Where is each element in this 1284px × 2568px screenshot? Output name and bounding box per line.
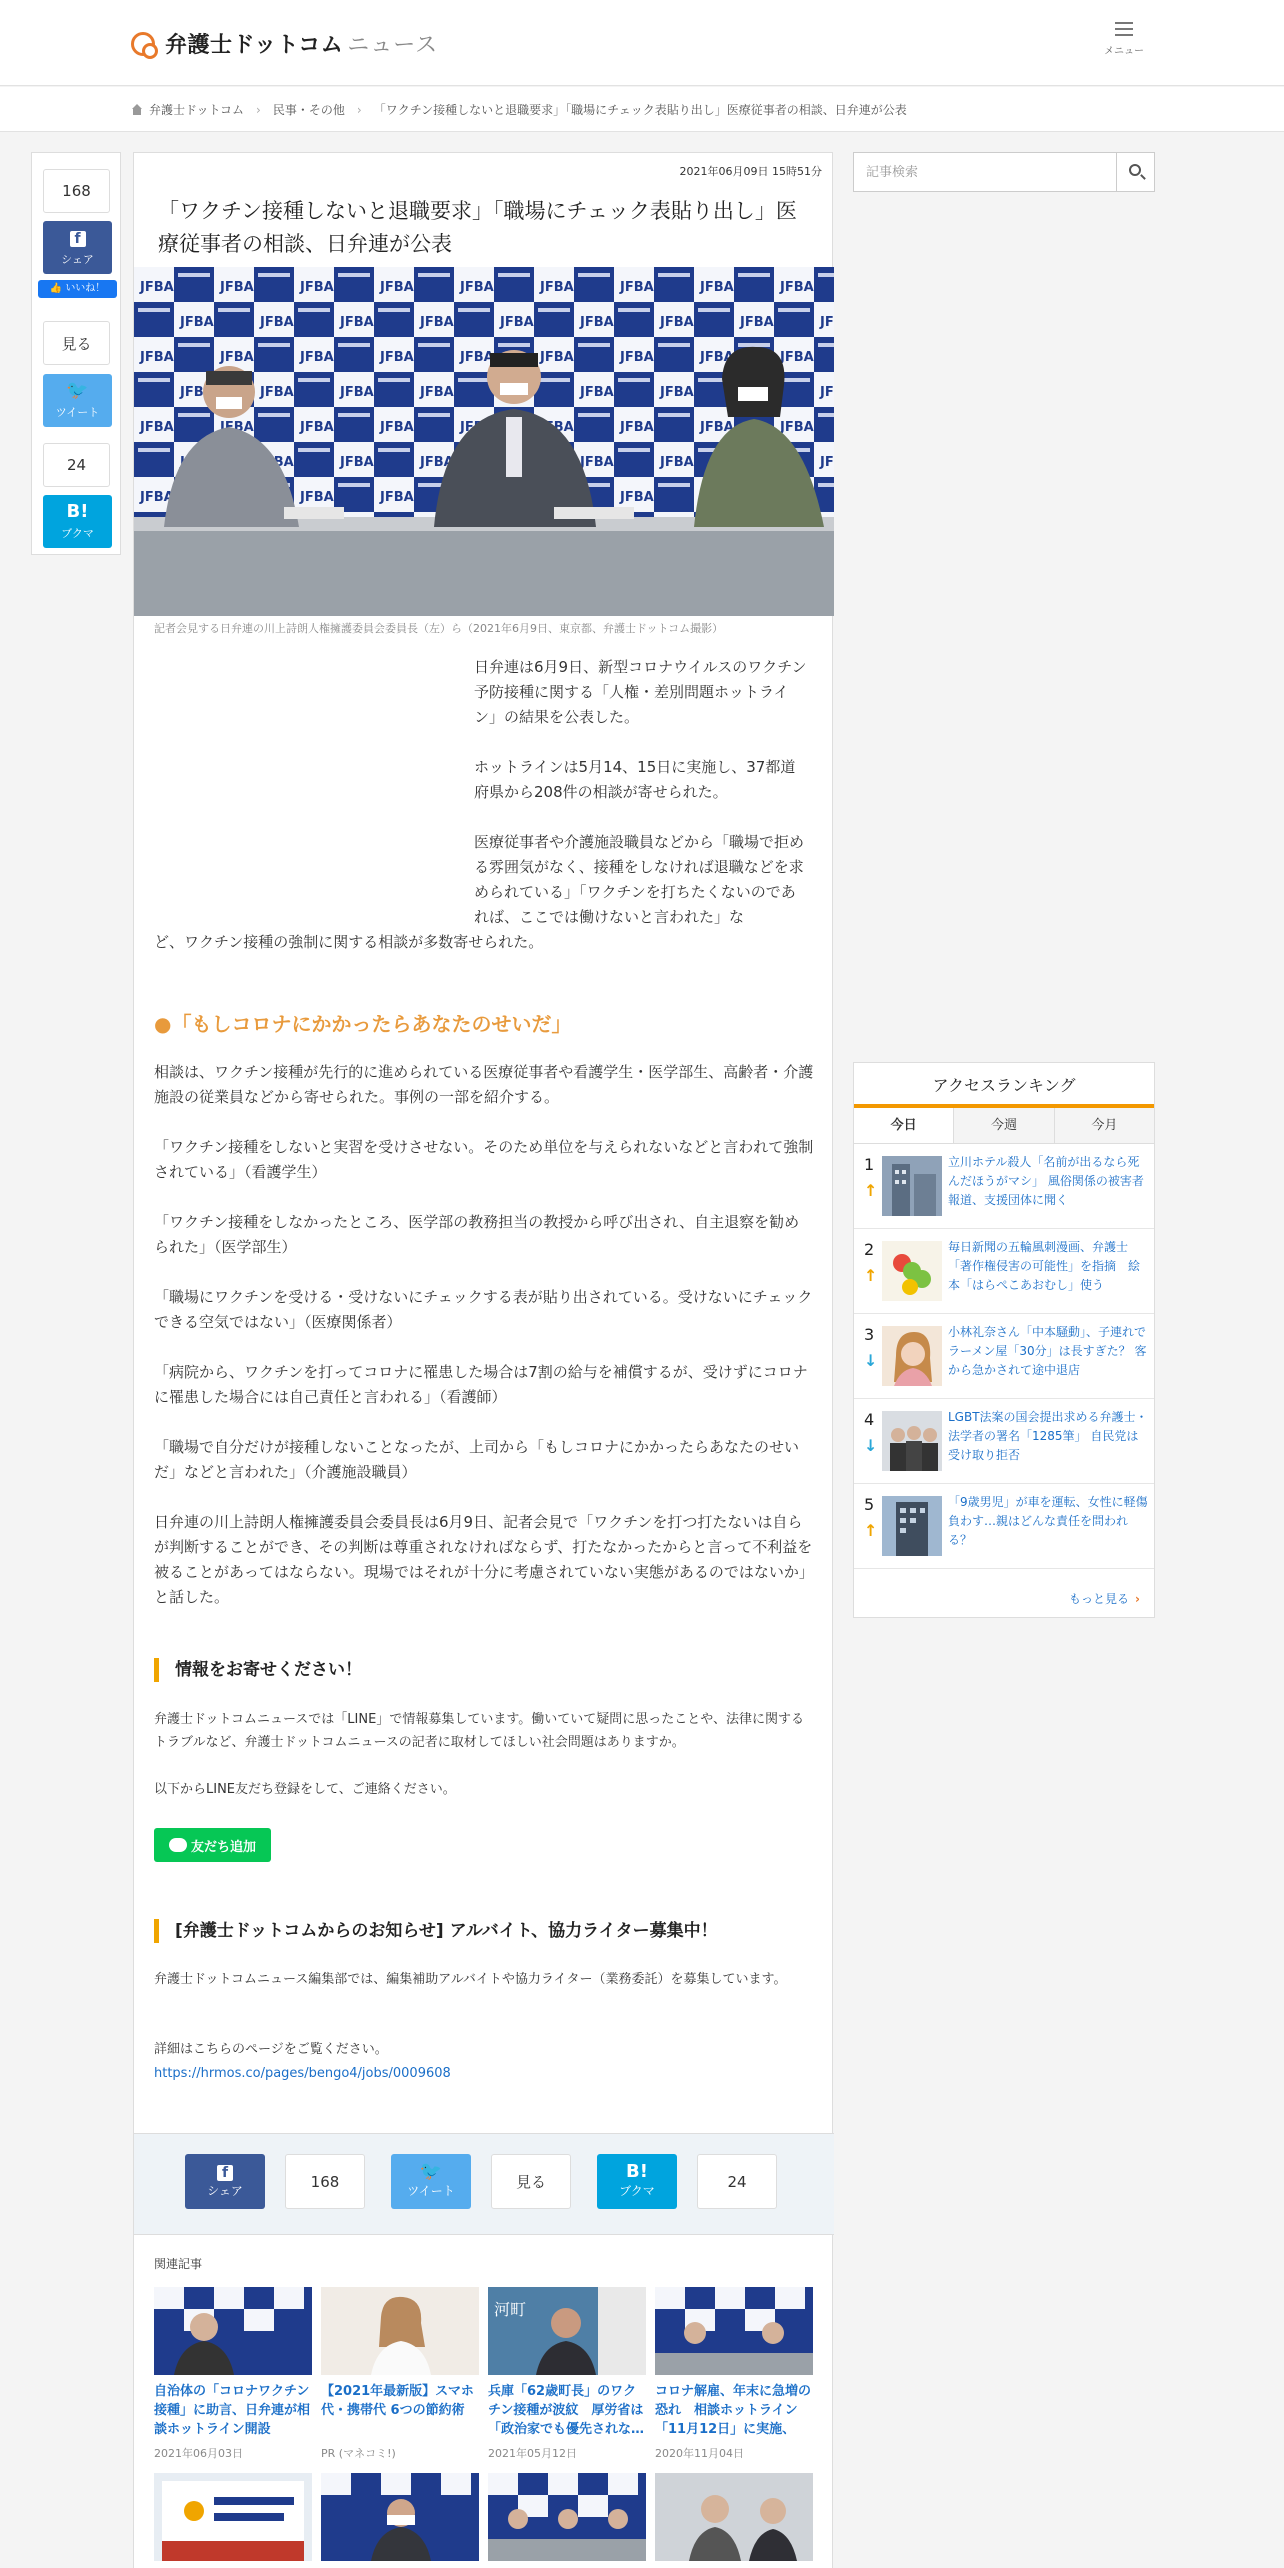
quote-paragraph: 「病院から、ワクチンを打ってコロナに罹患した場合は7割の給与を補償するが、受けずにコロナに罹患した場合には自己責任と言われる」（看護師） bbox=[154, 1363, 808, 1406]
hatena-bookmark-button[interactable] bbox=[43, 495, 112, 548]
related-article-date: 2020年11月04日 bbox=[655, 2447, 744, 2460]
share-sidebar bbox=[31, 152, 121, 555]
ranking-more-link[interactable] bbox=[1069, 1590, 1140, 1607]
trend-down-icon: ↓ bbox=[864, 1436, 878, 1455]
search-icon bbox=[1129, 164, 1141, 176]
trend-up-icon: ↑ bbox=[864, 1181, 878, 1200]
trend-down-icon: ↓ bbox=[864, 1351, 878, 1370]
ranking-article-title: 毎日新聞の五輪風刺漫画、弁護士「著作権侵害の可能性」を指摘 絵本「はらぺこあおむし」使う bbox=[948, 1240, 1141, 1292]
article-title: 「ワクチン接種しないと退職要求」「職場にチェック表貼り出し」医療従事者の相談、日弁連が公表 bbox=[158, 199, 797, 256]
ranking-item[interactable] bbox=[854, 1314, 1154, 1399]
facebook-share-count: 168 bbox=[285, 2154, 365, 2209]
ranking-number: 4 bbox=[864, 1410, 875, 1429]
related-article-date: 2021年06月03日 bbox=[154, 2447, 243, 2460]
logo-icon bbox=[131, 32, 155, 56]
info-heading: 情報をお寄せください！ bbox=[154, 1658, 362, 1682]
related-article-thumbnail bbox=[488, 2287, 646, 2375]
ranking-thumbnail bbox=[882, 1241, 942, 1301]
article-paragraph: 相談は、ワクチン接種が先行的に進められている医療従事者や看護学生・医学部生、高齢者・介護施設の従業員などから寄せられた。事例の一部を紹介する。 bbox=[154, 1063, 814, 1106]
ranking-number: 5 bbox=[864, 1495, 875, 1514]
ranking-number: 1 bbox=[864, 1155, 875, 1174]
press-conference-image bbox=[134, 267, 834, 616]
hatena-bookmark-label: ブクマ bbox=[61, 527, 94, 540]
access-ranking bbox=[853, 1062, 1155, 1618]
line-icon bbox=[169, 1838, 187, 1852]
related-article-title: コロナ解雇、年末に急増の恐れ 相談ホットライン「11月12日」に実施、 bbox=[655, 2384, 812, 2437]
hamburger-icon bbox=[1115, 22, 1133, 36]
ranking-thumbnail bbox=[882, 1326, 942, 1386]
ranking-thumbnail bbox=[882, 1411, 942, 1471]
chevron-right-icon: › bbox=[1135, 1592, 1140, 1606]
logo-sub-text: ニュース bbox=[347, 33, 439, 58]
article-paragraph: 日弁連は6月9日、新型コロナウイルスのワクチン予防接種に関する「人権・差別問題ホットライン」の結果を公表した。 bbox=[474, 658, 807, 726]
search-button[interactable] bbox=[1116, 153, 1154, 191]
hatena-b-icon: B! bbox=[66, 501, 89, 522]
trend-up-icon: ↑ bbox=[864, 1521, 878, 1540]
facebook-icon: f bbox=[70, 231, 86, 247]
info-paragraph: 以下からLINE友だち登録をして、ご連絡ください。 bbox=[154, 1782, 456, 1797]
ranking-title: アクセスランキング bbox=[854, 1063, 1154, 1108]
tab-this-month[interactable]: 今月 bbox=[1054, 1108, 1154, 1143]
facebook-share-label: シェア bbox=[61, 253, 94, 266]
view-count-button[interactable]: 見る bbox=[43, 321, 110, 365]
site-header bbox=[0, 0, 1284, 86]
view-count-button-bottom[interactable]: 見る bbox=[491, 2154, 571, 2209]
related-article-thumbnail[interactable] bbox=[321, 2473, 479, 2561]
tab-this-week[interactable]: 今週 bbox=[953, 1108, 1053, 1143]
facebook-share-count: 168 bbox=[43, 169, 110, 213]
photo-caption: 記者会見する日弁連の川上詩朗人権擁護委員会委員長（左）ら（2021年6月9日、東京都、弁護士ドットコム撮影） bbox=[154, 622, 724, 635]
ranking-item[interactable] bbox=[854, 1144, 1154, 1229]
thumbs-up-icon: 👍 bbox=[49, 283, 66, 294]
related-article-thumbnail bbox=[321, 2287, 479, 2375]
related-article-title: 【2021年最新版】スマホ代・携帯代 6つの節約術 bbox=[321, 2384, 474, 2418]
hatena-bookmark-count: 24 bbox=[697, 2154, 777, 2209]
twitter-tweet-button-bottom[interactable] bbox=[391, 2154, 471, 2209]
recruit-heading: [弁護士ドットコムからのお知らせ] アルバイト、協力ライター募集中！ bbox=[154, 1919, 718, 1943]
quote-paragraph: 「ワクチン接種をしなかったところ、医学部の教務担当の教授から呼び出され、自主退察を勧められた」（医学部生） bbox=[154, 1213, 800, 1256]
related-article-thumbnail[interactable] bbox=[154, 2473, 312, 2561]
home-icon bbox=[131, 104, 143, 115]
related-article-title: 兵庫「62歳町長」のワクチン接種が波紋 厚労省は「政治家でも優先されな… bbox=[488, 2384, 645, 2437]
ranking-number: 2 bbox=[864, 1240, 875, 1259]
ranking-item[interactable] bbox=[854, 1229, 1154, 1314]
related-article-thumbnail bbox=[154, 2287, 312, 2375]
ranking-article-title: 小林礼奈さん「中本騒動」、子連れでラーメン屋「30分」は長すぎた？ 客から急かされて途中退店 bbox=[948, 1325, 1147, 1377]
breadcrumb-item-category[interactable]: 民事・その他 bbox=[272, 103, 345, 117]
tab-today[interactable]: 今日 bbox=[854, 1108, 953, 1143]
ranking-item[interactable] bbox=[854, 1484, 1154, 1569]
menu-label: メニュー bbox=[1104, 46, 1144, 57]
related-article-card[interactable] bbox=[488, 2287, 646, 2461]
facebook-like-button[interactable] bbox=[38, 280, 117, 298]
section-heading: ●「もしコロナにかかったらあなたのせいだ」 bbox=[154, 1012, 572, 1036]
related-article-thumbnail[interactable] bbox=[655, 2473, 813, 2561]
article bbox=[133, 152, 833, 2568]
ranking-thumbnail bbox=[882, 1156, 942, 1216]
ranking-article-title: 立川ホテル殺人「名前が出るなら死んだほうがマシ」 風俗関係の被害者報道、支援団体に聞く bbox=[948, 1155, 1144, 1207]
hatena-bookmark-button-bottom[interactable] bbox=[597, 2154, 677, 2209]
related-article-date: PR (マネコミ!) bbox=[321, 2447, 396, 2460]
related-article-date: 2021年05月12日 bbox=[488, 2447, 577, 2460]
twitter-tweet-label: ツイート bbox=[55, 406, 100, 419]
quote-paragraph: 「職場で自分だけが接種しないことなったが、上司から「もしコロナにかかったらあなたのせいだ」などと言われた」（介護施設職員） bbox=[154, 1438, 800, 1481]
line-add-friend-button[interactable] bbox=[154, 1828, 271, 1862]
related-article-thumbnail[interactable] bbox=[488, 2473, 646, 2561]
recruit-link[interactable]: https://hrmos.co/pages/bengo4/jobs/0009608 bbox=[154, 2066, 451, 2081]
svg-text:河町: 河町 bbox=[494, 2300, 527, 2319]
chevron-right-icon: › bbox=[356, 102, 362, 117]
trend-up-icon: ↑ bbox=[864, 1266, 878, 1285]
ranking-item[interactable] bbox=[854, 1399, 1154, 1484]
facebook-icon: f bbox=[217, 2165, 233, 2181]
breadcrumb-item-home[interactable]: 弁護士ドットコム bbox=[149, 103, 245, 117]
ranking-more-label: もっと見る bbox=[1069, 1592, 1130, 1606]
ranking-number: 3 bbox=[864, 1325, 875, 1344]
chevron-right-icon: › bbox=[256, 102, 261, 117]
recruit-paragraph: 詳細はこちらのページをご覧ください。 bbox=[154, 2042, 388, 2057]
facebook-share-button-bottom[interactable] bbox=[185, 2154, 265, 2209]
related-articles-title: 関連記事 bbox=[154, 2257, 203, 2271]
site-logo[interactable] bbox=[131, 28, 438, 59]
line-button-label: 友だち追加 bbox=[190, 1839, 256, 1855]
article-photo bbox=[134, 267, 834, 616]
twitter-tweet-label: ツイート bbox=[407, 2184, 455, 2198]
menu-button[interactable] bbox=[1102, 22, 1146, 57]
article-date: 2021年06月09日 15時51分 bbox=[679, 165, 822, 178]
ranking-tabs bbox=[854, 1108, 1154, 1144]
hatena-b-icon: B! bbox=[626, 2161, 648, 2182]
hatena-bookmark-label: ブクマ bbox=[619, 2184, 655, 2198]
ranking-article-title: LGBT法案の国会提出求める弁護士・法学者の署名「1285筆」 自民党は受け取り拒否 bbox=[948, 1410, 1148, 1462]
breadcrumb-item-current: 「ワクチン接種しないと退職要求」「職場にチェック表貼り出し」医療従事者の相談、日弁連が公表 bbox=[373, 103, 907, 117]
article-paragraph: ホットラインは5月14、15日に実施し、37都道府県から208件の相談が寄せられた。 bbox=[474, 758, 796, 801]
related-article-card[interactable] bbox=[655, 2287, 813, 2461]
logo-main-text: 弁護士ドットコム bbox=[165, 33, 344, 58]
quote-paragraph: 「ワクチン接種をしないと実習を受けさせない。そのため単位を与えられないなどと言われて強制されている」（看護学生） bbox=[154, 1138, 814, 1181]
twitter-bird-icon: 🐦 bbox=[419, 2161, 443, 2182]
article-paragraph: 日弁連の川上詩朗人権擁護委員会委員長は6月9日、記者会見で「ワクチンを打つ打たないは自らが判断することができ、その判断は尊重されなければならず、打たなかったからと言って不利益を被ることがあってはならない。現場ではそれが十分に考慮されていない実態があるのではないか」と話した。 bbox=[154, 1513, 814, 1606]
bottom-share-bar bbox=[134, 2133, 834, 2235]
related-article-card[interactable] bbox=[321, 2287, 479, 2461]
quote-paragraph: 「職場にワクチンを受ける・受けないにチェックする表が貼り出されている。受けないにチェックできる空気ではない」（医療関係者） bbox=[154, 1288, 813, 1331]
twitter-bird-icon: 🐦 bbox=[66, 380, 89, 401]
twitter-tweet-button[interactable] bbox=[43, 374, 112, 427]
recruit-paragraph: 弁護士ドットコムニュース編集部では、編集補助アルバイトや協力ライター（業務委託）を募集しています。 bbox=[154, 1972, 787, 1987]
article-paragraph: ど、ワクチン接種の強制に関する相談が多数寄せられた。 bbox=[154, 933, 544, 951]
article-paragraph: 医療従事者や介護施設職員などから「職場で拒める雰囲気がなく、接種をしなければ退職などを求められている」「ワクチンを打ちたくないのであれば、ここでは働けないと言われた」な bbox=[474, 833, 805, 926]
related-article-card[interactable] bbox=[154, 2287, 312, 2461]
facebook-share-button[interactable] bbox=[43, 221, 112, 274]
like-label: いいね！ bbox=[65, 283, 106, 294]
search-input[interactable] bbox=[854, 153, 1116, 191]
related-article-title: 自治体の「コロナワクチン接種」に助言、日弁連が相談ホットライン開設 bbox=[154, 2384, 311, 2437]
facebook-share-label: シェア bbox=[207, 2184, 243, 2198]
info-paragraph: 弁護士ドットコムニュースでは「LINE」で情報募集しています。働いていて疑問に思ったことや、法律に関するトラブルなど、弁護士ドットコムニュースの記者に取材してほしい社会問題はありますか。 bbox=[154, 1712, 805, 1750]
ranking-thumbnail bbox=[882, 1496, 942, 1556]
ranking-article-title: 「9歳男児」が車を運転、女性に軽傷負わす…親はどんな責任を問われる？ bbox=[948, 1495, 1148, 1547]
hatena-bookmark-count: 24 bbox=[43, 443, 110, 487]
article-search bbox=[853, 152, 1155, 192]
related-article-thumbnail bbox=[655, 2287, 813, 2375]
breadcrumb bbox=[0, 87, 1284, 132]
